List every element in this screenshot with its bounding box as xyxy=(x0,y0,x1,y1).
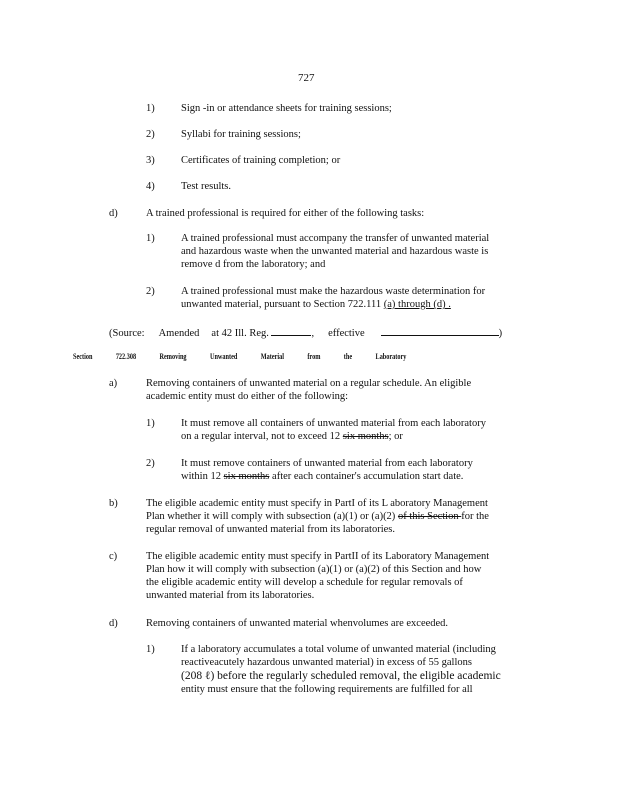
line-text: on a regular interval, not to exceed 12 xyxy=(181,431,343,442)
subsection-label: a) xyxy=(109,378,118,389)
source-comma: , xyxy=(311,328,315,339)
struck-text: of this Section xyxy=(397,511,462,522)
paragraph-line xyxy=(181,298,451,312)
paragraph-line: Removing containers of unwanted material on a regular schedule. An eligible xyxy=(146,378,472,389)
paragraph-line: It must remove all containers of unwanted material from each laboratory xyxy=(181,418,486,429)
list-item-number: 1) xyxy=(146,233,155,244)
underlined-text: (a) through (d) . xyxy=(383,299,451,310)
list-item-number: 3) xyxy=(146,155,155,166)
list-item-number: 2) xyxy=(146,458,155,469)
paragraph-line: A trained professional must make the hazardous waste determination for xyxy=(181,286,486,297)
heading-section-number: 722.308 xyxy=(115,352,137,361)
heading-word: Removing xyxy=(159,352,187,361)
line-text: ; or xyxy=(388,431,403,442)
page-number: 727 xyxy=(298,72,315,84)
line-text: after each container's accumulation start date. xyxy=(269,471,464,482)
heading-word: Material xyxy=(260,352,284,361)
line-text: Plan whether it will comply with subsection (a)(1) or (a)(2) xyxy=(146,511,398,522)
paragraph-line: regular removal of unwanted material from its laboratories. xyxy=(146,524,395,535)
subsection-label: b) xyxy=(109,498,118,509)
list-item-number: 1) xyxy=(146,103,155,114)
subsection-label: d) xyxy=(109,208,118,219)
heading-word: Laboratory xyxy=(375,352,407,361)
list-item-text: Syllabi for training sessions; xyxy=(181,129,301,140)
section-heading xyxy=(73,352,430,361)
subsection-label: d) xyxy=(109,618,118,629)
paragraph-line xyxy=(146,510,489,524)
line-text: for the xyxy=(461,511,489,522)
paragraph-line: Plan how it will comply with subsection (a)(1) or (a)(2) of this Section and how xyxy=(146,564,482,575)
subsection-label: c) xyxy=(109,551,118,562)
struck-text: six months xyxy=(223,471,270,482)
source-note xyxy=(109,325,502,341)
list-item-number: 1) xyxy=(146,644,155,655)
paragraph-line: remove d from the laboratory; and xyxy=(181,259,326,270)
list-item-number: 1) xyxy=(146,418,155,429)
subsection-text: A trained professional is required for either of the following tasks: xyxy=(146,208,425,219)
struck-text: six months xyxy=(342,431,389,442)
source-close: ) xyxy=(498,328,503,339)
paragraph-line: and hazardous waste when the unwanted material and hazardous waste is xyxy=(181,246,489,257)
paragraph-line: The eligible academic entity must specify in PartII of its Laboratory Management xyxy=(146,551,490,562)
source-effective: effective xyxy=(328,328,365,339)
blank-line xyxy=(271,325,311,336)
paragraph-line: the eligible academic entity will develop a schedule for regular removals of xyxy=(146,577,463,588)
subsection-text: Removing containers of unwanted material whenvolumes are exceeded. xyxy=(146,618,449,629)
paragraph-line: reactiveacutely hazardous unwanted material) in excess of 55 gallons xyxy=(181,657,472,668)
heading-word: Unwanted xyxy=(209,352,238,361)
paragraph-line: It must remove containers of unwanted material from each laboratory xyxy=(181,458,473,469)
paragraph-line: The eligible academic entity must specify in PartI of its L aboratory Management xyxy=(146,498,488,509)
source-open: (Source: xyxy=(109,328,145,339)
list-item-text: Sign -in or attendance sheets for training sessions; xyxy=(181,103,392,114)
paragraph-line xyxy=(181,430,403,444)
paragraph-line: entity must ensure that the following requirements are fulfilled for all xyxy=(181,684,473,695)
heading-word: Section xyxy=(73,352,93,361)
line-text: unwanted material, pursuant to Section 722.111 xyxy=(181,299,384,310)
paragraph-line: unwanted material from its laboratories. xyxy=(146,590,315,601)
list-item-number: 2) xyxy=(146,286,155,297)
blank-line xyxy=(381,325,499,336)
source-amended: Amended xyxy=(158,328,200,339)
heading-word: from xyxy=(307,352,321,361)
paragraph-line xyxy=(181,470,463,484)
list-item-number: 4) xyxy=(146,181,155,192)
list-item-text: Certificates of training completion; or xyxy=(181,155,341,166)
heading-word: the xyxy=(343,352,353,361)
line-text: within 12 xyxy=(181,471,224,482)
paragraph-line: If a laboratory accumulates a total volume of unwanted material (including xyxy=(181,644,496,655)
list-item-text: Test results. xyxy=(181,181,232,192)
paragraph-line: A trained professional must accompany the transfer of unwanted material xyxy=(181,233,490,244)
paragraph-line: academic entity must do either of the following: xyxy=(146,391,349,402)
paragraph-line: (208 ℓ) before the regularly scheduled removal, the eligible academic xyxy=(181,670,501,682)
source-reg: at 42 Ill. Reg. xyxy=(211,328,269,339)
list-item-number: 2) xyxy=(146,129,155,140)
